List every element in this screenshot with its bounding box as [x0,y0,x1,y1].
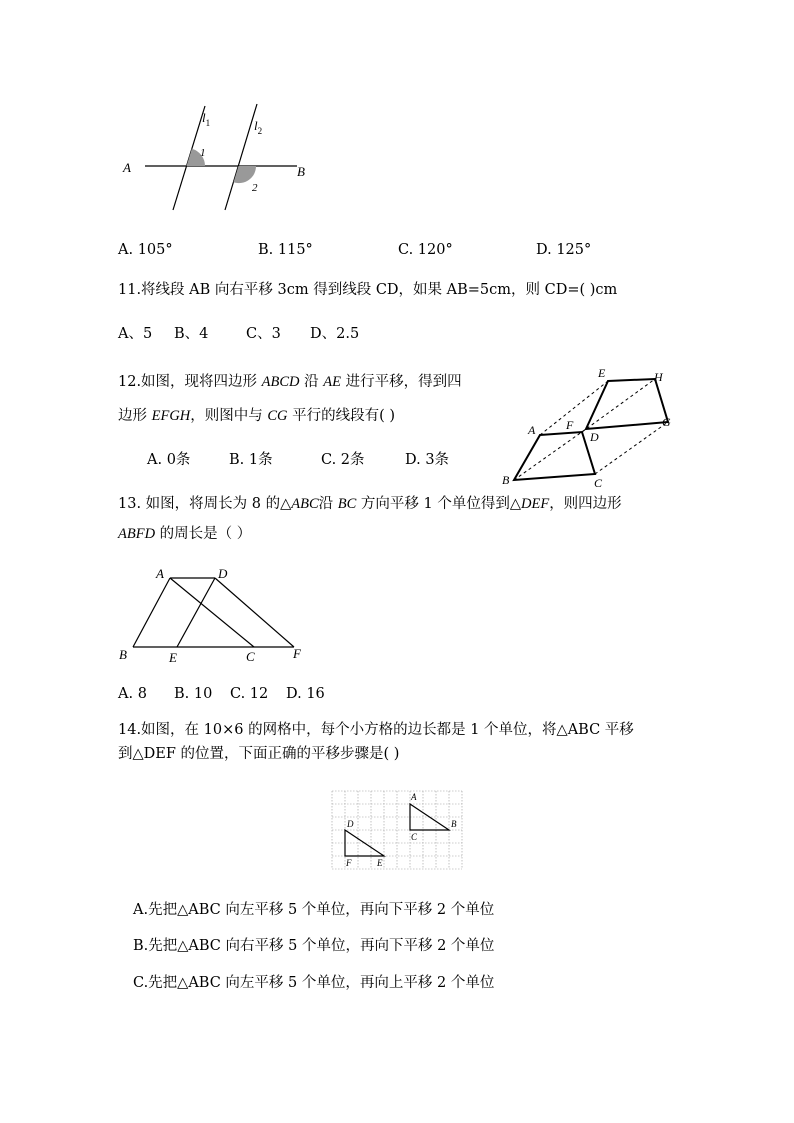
label-C: C [411,832,418,842]
dashed-cg [595,422,668,474]
q13-stem-text: 13. 如图，将周长为 8 的△ [118,496,292,512]
label-A: A [156,566,164,581]
quad-efgh [586,379,668,429]
q13-stem-line2 [118,524,251,544]
q13-option-c[interactable]: C. 12 [230,686,269,702]
label-D: D [590,430,599,444]
q12-options [147,450,449,470]
q11-options [118,324,359,344]
q11-option-d[interactable]: D、2.5 [310,326,360,342]
q13-stem-line1 [118,494,622,514]
label-C: C [246,649,255,664]
label-l2: $l_2$ [254,118,263,136]
q13-stem-text: 的周长是（ ） [155,526,252,542]
q13-stem-text: ，则四边形 [549,496,622,512]
q12-stem-text: 沿 [299,374,324,390]
q12-stem-text: ，则图中与 [190,408,268,424]
q11-option-c[interactable]: C、3 [246,326,281,342]
label-H: H [654,370,663,384]
q14-option-a[interactable]: A.先把△ABC 向左平移 5 个单位，再向下平移 2 个单位 [133,902,495,918]
q13-stem-text: 沿 [318,496,338,512]
label-B: B [451,819,457,829]
label-E: E [169,650,177,665]
q10-option-d[interactable]: D. 125° [536,242,592,258]
q13-options [118,684,325,704]
label-F: F [293,646,301,661]
q12-stem-line2 [118,406,395,426]
q14-stem-line1: 14.如图，在 10×6 的网格中，每个小方格的边长都是 1 个单位，将△ABC 平移 [118,722,634,738]
q11-option-a[interactable]: A、5 [118,326,153,342]
q12-quad-efgh: EFGH [151,408,191,424]
parallel-lines-figure [115,100,325,215]
q13-stem-text: 方向平移 1 个单位得到△ [356,496,521,512]
q12-option-c[interactable]: C. 2条 [321,452,365,468]
label-l1: $l_1$ [202,110,211,128]
label-angle-1: 1 [200,147,206,159]
q12-option-b[interactable]: B. 1条 [229,452,273,468]
dashed-bf [514,429,586,480]
q11-stem: 11.将线段 AB 向右平移 3cm 得到线段 CD，如果 AB=5cm，则 CD=( )cm [118,282,618,298]
label-E: E [598,366,606,380]
dashed-ae [540,381,608,435]
label-A: A [528,423,536,437]
line-ab [133,578,170,647]
label-F: F [566,418,574,432]
q12-seg-ae: AE [323,374,341,390]
label-B: B [502,473,510,487]
label-A: A [123,160,131,175]
q13-option-a[interactable]: A. 8 [118,686,147,702]
q10-option-a[interactable]: A. 105° [118,242,173,258]
label-G: G [662,415,671,429]
translation-quadrilateral-figure [494,362,684,492]
q12-stem-text: 平行的线段有( ) [287,408,396,424]
quad-abcd [514,432,595,480]
label-F: F [346,858,352,868]
q12-stem-text: 边形 [118,408,152,424]
q14-option-c[interactable]: C.先把△ABC 向左平移 5 个单位，再向上平移 2 个单位 [133,975,495,991]
q12-option-a[interactable]: A. 0条 [147,452,191,468]
q10-options [118,240,591,260]
q14-stem-line2: 到△DEF 的位置，下面正确的平移步骤是( ) [118,746,400,762]
label-A: A [411,792,417,802]
label-B: B [119,647,127,662]
label-C: C [594,476,603,490]
label-B: B [297,164,305,179]
q13-option-b[interactable]: B. 10 [174,686,213,702]
line-l2 [225,104,257,210]
label-D: D [347,819,354,829]
q10-option-b[interactable]: B. 115° [258,242,313,258]
label-D: D [218,566,228,581]
q14-option-b[interactable]: B.先把△ABC 向右平移 5 个单位，再向下平移 2 个单位 [133,938,495,954]
angle-2-arc [234,166,257,183]
line-df [215,578,294,647]
q12-stem-text: 12.如图，现将四边形 [118,374,262,390]
q12-seg-cg: CG [267,408,288,424]
q11-option-b[interactable]: B、4 [174,326,209,342]
label-angle-2: 2 [252,182,258,194]
label-E: E [377,858,383,868]
q10-option-c[interactable]: C. 120° [398,242,453,258]
q13-option-d[interactable]: D. 16 [286,686,325,702]
q12-stem-line1 [118,372,462,392]
grid-translation-figure [330,789,464,871]
q12-option-d[interactable]: D. 3条 [405,452,450,468]
q13-quad-abfd: ABFD [118,526,156,542]
q12-stem-text: 进行平移，得到四 [340,374,462,390]
translated-triangle-figure [112,560,312,670]
q13-tri-def: DEF [521,496,550,512]
q12-quad-abcd: ABCD [261,374,300,390]
q13-seg-bc: BC [337,496,357,512]
q13-tri-abc: ABC [291,496,319,512]
